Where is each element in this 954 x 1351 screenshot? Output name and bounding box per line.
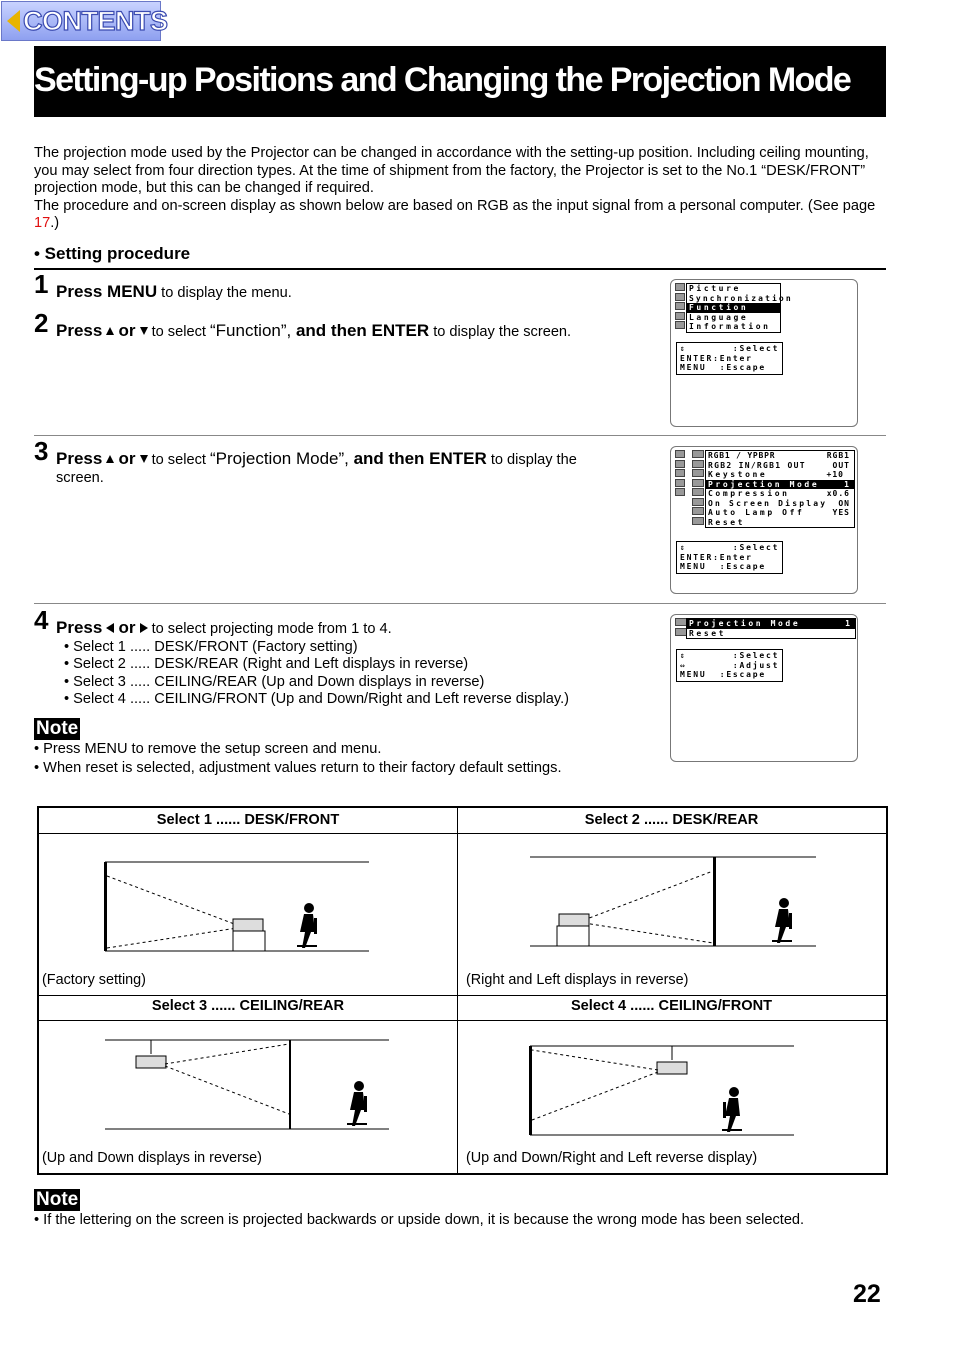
list-item: • Press MENU to remove the setup screen and menu. — [34, 741, 382, 757]
viewer-icon — [722, 1087, 742, 1132]
note-label: Note — [36, 1189, 79, 1210]
step-number: 3 — [34, 436, 49, 466]
sync-icon — [675, 460, 685, 468]
divider — [34, 603, 886, 604]
screen-icon — [529, 1046, 532, 1135]
row-label: Projection Mode — [689, 619, 801, 628]
viewer-icon — [297, 903, 317, 948]
contents-button[interactable] — [1, 1, 168, 41]
step-4-text: to select projecting mode from 1 to 4. — [147, 621, 392, 637]
intro-paragraph-1: The projection mode used by the Projector can be changed in accordance with the setting-up position. Including ceiling mounting, you may select from four direction types. At the time of shipment from the factory, the Projector is set to the No.1 “DESK/FRONT” projection mode, but this can be changed if required. — [34, 145, 869, 197]
left-arrow-icon — [106, 623, 114, 633]
projector-icon — [657, 1062, 687, 1074]
osd-main-menu — [686, 283, 793, 333]
table-divider — [39, 995, 886, 996]
step-1-press: Press MENU — [56, 282, 158, 301]
list-item: • Select 3 ..... CEILING/REAR (Up and Down displays in reverse) — [64, 673, 485, 690]
right-arrow-icon — [140, 623, 148, 633]
osd-menu-row[interactable] — [706, 518, 854, 528]
function-icon — [675, 469, 685, 477]
osd-screen-function — [670, 446, 858, 594]
osd-screen-menu — [670, 279, 858, 427]
up-arrow-icon — [106, 327, 114, 335]
cell-heading: Select 1 ...... DESK/FRONT — [156, 812, 340, 828]
list-item: • Select 1 ..... DESK/FRONT (Factory setting) — [64, 638, 358, 655]
sync-icon — [675, 293, 685, 301]
screen-icon — [104, 862, 107, 951]
projector-icon — [233, 919, 263, 931]
note-list — [34, 740, 562, 777]
osd-menu-row[interactable] — [706, 451, 854, 461]
step-target: “Function”, — [209, 321, 292, 340]
step-1-text: to display the menu. — [157, 285, 292, 301]
rgb1-icon — [692, 450, 704, 458]
keystone-icon — [692, 469, 704, 477]
step-press-label: Press — [56, 321, 103, 340]
back-arrow-icon — [7, 10, 20, 32]
osd-menu-item[interactable]: Picture — [689, 284, 741, 293]
osd-menu-row[interactable] — [706, 489, 854, 499]
row-value: 1 — [845, 619, 851, 628]
desk-front-diagram — [99, 858, 379, 958]
language-icon — [675, 312, 685, 320]
projector-icon — [559, 914, 589, 926]
step-press-label: Press — [56, 449, 103, 468]
cell-caption: (Up and Down displays in reverse) — [42, 1150, 262, 1166]
osd-icon — [692, 498, 704, 506]
table-divider — [39, 1020, 886, 1021]
info-icon — [675, 488, 685, 496]
or-label: or — [118, 618, 136, 637]
desk-icon — [557, 926, 589, 946]
page-title: Setting-up Positions and Changing the Projection Mode — [34, 61, 851, 99]
down-arrow-icon — [140, 455, 148, 463]
rgb2-icon — [692, 460, 704, 468]
note-2 — [34, 1189, 914, 1229]
reset-icon — [692, 517, 704, 525]
row-label: Reset — [689, 628, 727, 638]
step-number: 4 — [34, 605, 49, 635]
osd-menu-item-selected[interactable]: Function — [687, 303, 780, 313]
menu-icons — [675, 450, 685, 498]
osd-help-box: ⇕ :Select ENTER:Enter MENU :Escape — [676, 541, 783, 574]
row-label: Compression — [708, 489, 790, 498]
lamp-icon — [692, 507, 704, 515]
ceiling-rear-diagram — [99, 1036, 399, 1136]
row-label: Auto Lamp Off — [708, 508, 805, 517]
intro-paragraph-2 — [34, 198, 894, 233]
list-item: • Select 2 ..... DESK/REAR (Right and Left displays in reverse) — [64, 656, 469, 673]
step-number: 2 — [34, 308, 49, 338]
down-arrow-icon — [140, 327, 148, 335]
projection-icon — [692, 479, 704, 487]
up-arrow-icon — [106, 455, 114, 463]
row-label: Keystone — [708, 470, 768, 479]
list-item: • When reset is selected, adjustment values return to their factory default settings. — [34, 759, 562, 776]
osd-help-box: ⇕ :Select ⇔ :Adjust MENU :Escape — [676, 649, 783, 682]
row-value: ON — [838, 498, 850, 508]
osd-menu-item[interactable]: Synchronization — [689, 293, 793, 303]
table-divider — [39, 833, 886, 834]
cell-caption: (Up and Down/Right and Left reverse display) — [466, 1150, 758, 1166]
osd-menu-row[interactable] — [706, 499, 854, 509]
picture-icon — [675, 283, 685, 291]
viewer-icon — [347, 1081, 367, 1126]
enter-label: and then ENTER — [348, 449, 487, 468]
row-label: Reset — [708, 517, 746, 527]
page-number: 22 — [853, 1280, 881, 1308]
to-select-text: to select — [147, 324, 210, 340]
cell-caption: (Right and Left displays in reverse) — [466, 972, 689, 988]
row-label: On Screen Display — [708, 498, 828, 508]
setting-procedure-heading: • Setting procedure — [34, 244, 191, 263]
or-label: or — [118, 321, 136, 340]
projection-mode-table — [37, 806, 888, 1175]
row-value: RGB1 — [826, 451, 850, 460]
intro-p2-text: The procedure and on-screen display as shown below are based on RGB as the input signal from a personal computer. (See page — [34, 197, 876, 214]
step-target: “Projection Mode”, — [209, 449, 349, 468]
page-link[interactable]: 17 — [34, 215, 51, 232]
function-sub-icons — [692, 450, 704, 526]
osd-menu-row-selected[interactable] — [687, 619, 855, 629]
osd-menu-row-selected[interactable] — [706, 480, 854, 490]
contents-label: CONTENTS — [23, 5, 168, 36]
intro-p2-end: .) — [50, 215, 60, 232]
row-value: +10 — [826, 470, 844, 479]
osd-menu-item[interactable]: Information — [689, 322, 771, 331]
info-icon — [675, 321, 685, 329]
osd-projection-menu — [686, 618, 856, 639]
osd-function-menu — [705, 450, 855, 528]
osd-help-box: ⇕ :Select ENTER:Enter MENU :Escape — [676, 342, 783, 375]
osd-menu-row[interactable] — [706, 470, 854, 480]
osd-menu-item[interactable]: Language — [689, 312, 749, 322]
viewer-icon — [772, 898, 792, 943]
list-item: • Select 4 ..... CEILING/FRONT (Up and Down/Right and Left reverse display.) — [64, 691, 570, 708]
step-number: 1 — [34, 269, 49, 299]
osd-screen-projection — [670, 614, 858, 762]
row-value: YES — [832, 508, 850, 517]
picture-icon — [675, 450, 685, 458]
row-value: x0.6 — [826, 489, 850, 498]
step-4 — [34, 605, 604, 719]
enter-label: and then ENTER — [291, 321, 430, 340]
row-label: RGB2 IN/RGB1 OUT — [708, 460, 806, 470]
to-select-text: to select — [147, 452, 210, 468]
osd-menu-row[interactable] — [687, 629, 855, 639]
function-icon — [675, 302, 685, 310]
or-label: or — [118, 449, 136, 468]
screen-icon — [713, 857, 716, 946]
row-label: RGB1 / YPBPR — [708, 451, 776, 460]
step-2-text: to display the screen. — [429, 324, 572, 340]
cell-caption: (Factory setting) — [42, 972, 146, 988]
osd-menu-row[interactable] — [706, 508, 854, 518]
note-label: Note — [36, 718, 79, 739]
projector-icon — [136, 1056, 166, 1068]
compression-icon — [692, 488, 704, 496]
note-text: • If the lettering on the screen is projected backwards or upside down, it is because the wrong mode has been selected. — [34, 1212, 805, 1228]
table-divider — [457, 808, 458, 1173]
menu-icons — [675, 283, 685, 331]
osd-menu-row[interactable] — [706, 461, 854, 471]
cell-heading: Select 2 ...... DESK/REAR — [584, 812, 759, 828]
desk-icon — [233, 931, 265, 951]
desk-rear-diagram — [524, 853, 824, 953]
row-label: Projection Mode — [708, 479, 820, 489]
screen-icon — [289, 1040, 291, 1129]
row-value: 1 — [844, 479, 850, 489]
language-icon — [675, 479, 685, 487]
divider — [34, 268, 886, 270]
ceiling-front-diagram — [524, 1042, 824, 1142]
cell-heading: Select 3 ...... CEILING/REAR — [151, 998, 345, 1014]
title-bar — [34, 46, 886, 117]
intro-text — [34, 145, 894, 233]
select-options — [64, 639, 616, 709]
row-value: OUT — [832, 460, 850, 470]
step-3-text: to display the screen. — [56, 452, 577, 486]
cell-heading: Select 4 ...... CEILING/FRONT — [570, 998, 773, 1014]
note-1 — [34, 718, 562, 777]
step-press-label: Press — [56, 618, 103, 637]
divider — [34, 435, 886, 436]
